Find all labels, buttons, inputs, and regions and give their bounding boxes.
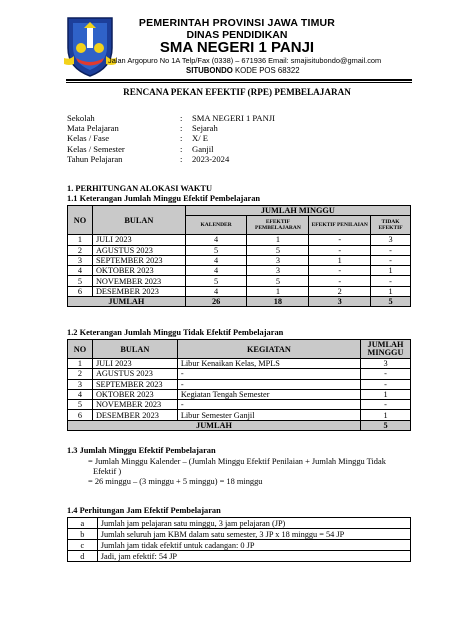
total-row xyxy=(68,420,411,430)
letterhead-address: Jalan Argopuro No 1A Telp/Fax (0338) – 671936 Email: smajisitubondo@gmail.com xyxy=(108,56,382,65)
cell-no: 5 xyxy=(68,400,93,410)
cell-month: OKTOBER 2023 xyxy=(92,266,185,276)
table-row xyxy=(68,235,411,245)
cell-month: SEPTEMBER 2023 xyxy=(92,379,177,389)
table-row xyxy=(68,389,411,399)
effective-hours-table xyxy=(67,517,411,562)
cell-month: AGUSTUS 2023 xyxy=(92,369,177,379)
non-effective-weeks-table xyxy=(67,339,411,431)
cell-no: 3 xyxy=(68,255,93,265)
cell-key: d xyxy=(68,551,98,562)
cell-no: 1 xyxy=(68,359,93,369)
cell-week-count: - xyxy=(361,400,411,410)
table-row xyxy=(68,266,411,276)
table-row xyxy=(68,379,411,389)
col-header-no: NO xyxy=(68,340,93,359)
info-label: Sekolah xyxy=(67,113,95,123)
cell-month: JULI 2023 xyxy=(92,235,185,245)
info-value: 2023-2024 xyxy=(192,153,230,164)
total-not-effective: 5 xyxy=(371,297,411,307)
col-header-week-count: JUMLAH MINGGU xyxy=(361,340,411,359)
info-row xyxy=(67,123,275,133)
cell-week-count: 3 xyxy=(361,359,411,369)
letterhead-divider-thick xyxy=(66,79,412,81)
cell-week-count: - xyxy=(361,369,411,379)
letterhead-divider-thin xyxy=(66,82,412,83)
cell-assessment: 2 xyxy=(309,286,371,296)
cell-not-effective: 3 xyxy=(371,235,411,245)
cell-effective: 3 xyxy=(247,266,309,276)
section-heading: 1. PERHITUNGAN ALOKASI WAKTU xyxy=(67,184,213,193)
total-assessment: 3 xyxy=(309,297,371,307)
cell-no: 2 xyxy=(68,245,93,255)
subsection-heading: 1.2 Keterangan Jumlah Minggu Tidak Efektif Pembelajaran xyxy=(67,328,284,337)
cell-month: NOVEMBER 2023 xyxy=(92,400,177,410)
col-header-not-effective: TIDAK EFEKTIF xyxy=(371,216,411,235)
info-label: Kelas / Semester xyxy=(67,143,125,154)
col-header-weeks-group: JUMLAH MINGGU xyxy=(185,206,410,216)
total-week-count: 5 xyxy=(361,420,411,430)
cell-month: OKTOBER 2023 xyxy=(92,389,177,399)
info-row xyxy=(67,154,275,164)
cell-calendar: 4 xyxy=(185,286,247,296)
col-header-no: NO xyxy=(68,206,93,235)
cell-key: c xyxy=(68,540,98,551)
info-colon: : xyxy=(180,133,183,144)
cell-no: 1 xyxy=(68,235,93,245)
letterhead-city-line xyxy=(186,66,300,75)
total-effective: 18 xyxy=(247,297,309,307)
cell-week-count: - xyxy=(361,379,411,389)
col-header-month: BULAN xyxy=(92,340,177,359)
cell-key: b xyxy=(68,529,98,540)
letterhead-school: SMA NEGERI 1 PANJI xyxy=(159,39,315,56)
cell-assessment: - xyxy=(309,266,371,276)
identity-info xyxy=(67,113,275,164)
info-row xyxy=(67,133,275,143)
letterhead-city: SITUBONDO xyxy=(186,66,233,75)
cell-week-count: 1 xyxy=(361,410,411,420)
table-row xyxy=(68,400,411,410)
cell-not-effective: 1 xyxy=(371,286,411,296)
info-colon: : xyxy=(180,113,183,123)
cell-month: SEPTEMBER 2023 xyxy=(92,255,185,265)
subsection-heading: 1.1 Keterangan Jumlah Minggu Efektif Pembelajaran xyxy=(67,194,261,203)
cell-effective: 1 xyxy=(247,286,309,296)
cell-effective: 5 xyxy=(247,245,309,255)
cell-no: 6 xyxy=(68,286,93,296)
cell-month: DESEMBER 2023 xyxy=(92,410,177,420)
formula-result: = 26 minggu – (3 minggu + 5 minggu) = 18 minggu xyxy=(88,477,263,487)
table-row xyxy=(68,255,411,265)
col-header-assessment: EFEKTIF PENILAIAN xyxy=(309,216,371,235)
effective-weeks-table xyxy=(67,205,411,307)
cell-activity: - xyxy=(177,379,360,389)
subsection-heading: 1.4 Perhitungan Jam Efektif Pembelajaran xyxy=(67,506,221,515)
formula-block xyxy=(88,457,386,488)
cell-effective: 5 xyxy=(247,276,309,286)
formula-line: Efektif ) xyxy=(93,467,122,477)
cell-no: 3 xyxy=(68,379,93,389)
table-row xyxy=(68,540,411,551)
cell-text: Jumlah jam pelajaran satu minggu, 3 jam pelajaran (JP) xyxy=(97,518,410,529)
cell-activity: Libur Kenaikan Kelas, MPLS xyxy=(177,359,360,369)
table-row xyxy=(68,245,411,255)
table-row xyxy=(68,529,411,540)
cell-not-effective: - xyxy=(371,245,411,255)
cell-text: Jumlah jam tidak efektif untuk cadangan: 0 JP xyxy=(97,540,410,551)
total-label: JUMLAH xyxy=(68,420,361,430)
info-value: Sejarah xyxy=(192,123,218,134)
info-label: Tahun Pelajaran xyxy=(67,153,123,164)
cell-activity: - xyxy=(177,369,360,379)
cell-no: 5 xyxy=(68,276,93,286)
cell-calendar: 5 xyxy=(185,276,247,286)
cell-no: 4 xyxy=(68,389,93,399)
total-calendar: 26 xyxy=(185,297,247,307)
info-row xyxy=(67,113,275,123)
cell-no: 6 xyxy=(68,410,93,420)
cell-activity: Kegiatan Tengah Semester xyxy=(177,389,360,399)
cell-activity: Libur Semester Ganjil xyxy=(177,410,360,420)
cell-week-count: 1 xyxy=(361,389,411,399)
info-row xyxy=(67,144,275,154)
info-value: Ganjil xyxy=(192,143,214,154)
table-row xyxy=(68,369,411,379)
total-label: JUMLAH xyxy=(68,297,186,307)
cell-no: 2 xyxy=(68,369,93,379)
info-label: Mata Pelajaran xyxy=(67,123,119,134)
cell-not-effective: 1 xyxy=(371,266,411,276)
cell-assessment: - xyxy=(309,276,371,286)
table-row xyxy=(68,518,411,529)
formula-line: = Jumlah Minggu Kalender – (Jumlah Minggu Efektif Penilaian + Jumlah Minggu Tidak xyxy=(88,457,386,466)
subsection-heading: 1.3 Jumlah Minggu Efektif Pembelajaran xyxy=(67,446,216,455)
cell-not-effective: - xyxy=(371,255,411,265)
col-header-effective: EFEKTIF PEMBELAJARAN xyxy=(247,216,309,235)
cell-effective: 1 xyxy=(247,235,309,245)
table-row xyxy=(68,286,411,296)
cell-effective: 3 xyxy=(247,255,309,265)
table-row xyxy=(68,551,411,562)
info-colon: : xyxy=(180,123,183,134)
info-value: X/ E xyxy=(192,133,208,144)
letterhead-postal: KODE POS 68322 xyxy=(234,66,300,75)
cell-month: AGUSTUS 2023 xyxy=(92,245,185,255)
info-label: Kelas / Fase xyxy=(67,133,110,144)
cell-not-effective: - xyxy=(371,276,411,286)
table-row xyxy=(68,276,411,286)
info-colon: : xyxy=(180,153,183,164)
col-header-activity: KEGIATAN xyxy=(177,340,360,359)
col-header-month: BULAN xyxy=(92,206,185,235)
letterhead-office: DINAS PENDIDIKAN xyxy=(186,29,288,41)
total-row xyxy=(68,297,411,307)
letterhead xyxy=(0,0,474,80)
info-colon: : xyxy=(180,143,183,154)
cell-calendar: 5 xyxy=(185,245,247,255)
cell-calendar: 4 xyxy=(185,266,247,276)
table-row xyxy=(68,359,411,369)
cell-activity: - xyxy=(177,400,360,410)
cell-calendar: 4 xyxy=(185,235,247,245)
document-title: RENCANA PEKAN EFEKTIF (RPE) PEMBELAJARAN xyxy=(123,87,351,97)
cell-key: a xyxy=(68,518,98,529)
cell-calendar: 4 xyxy=(185,255,247,265)
cell-assessment: - xyxy=(309,235,371,245)
table-row xyxy=(68,410,411,420)
cell-text: Jadi, jam efektif: 54 JP xyxy=(97,551,410,562)
col-header-calendar: KALENDER xyxy=(185,216,247,235)
cell-month: DESEMBER 2023 xyxy=(92,286,185,296)
cell-assessment: 1 xyxy=(309,255,371,265)
cell-month: NOVEMBER 2023 xyxy=(92,276,185,286)
cell-no: 4 xyxy=(68,266,93,276)
cell-assessment: - xyxy=(309,245,371,255)
letterhead-government: PEMERINTAH PROVINSI JAWA TIMUR xyxy=(138,17,336,29)
cell-text: Jumlah seluruh jam KBM dalam satu semester, 3 JP x 18 minggu = 54 JP xyxy=(97,529,410,540)
info-value: SMA NEGERI 1 PANJI xyxy=(192,113,276,123)
cell-month: JULI 2023 xyxy=(92,359,177,369)
